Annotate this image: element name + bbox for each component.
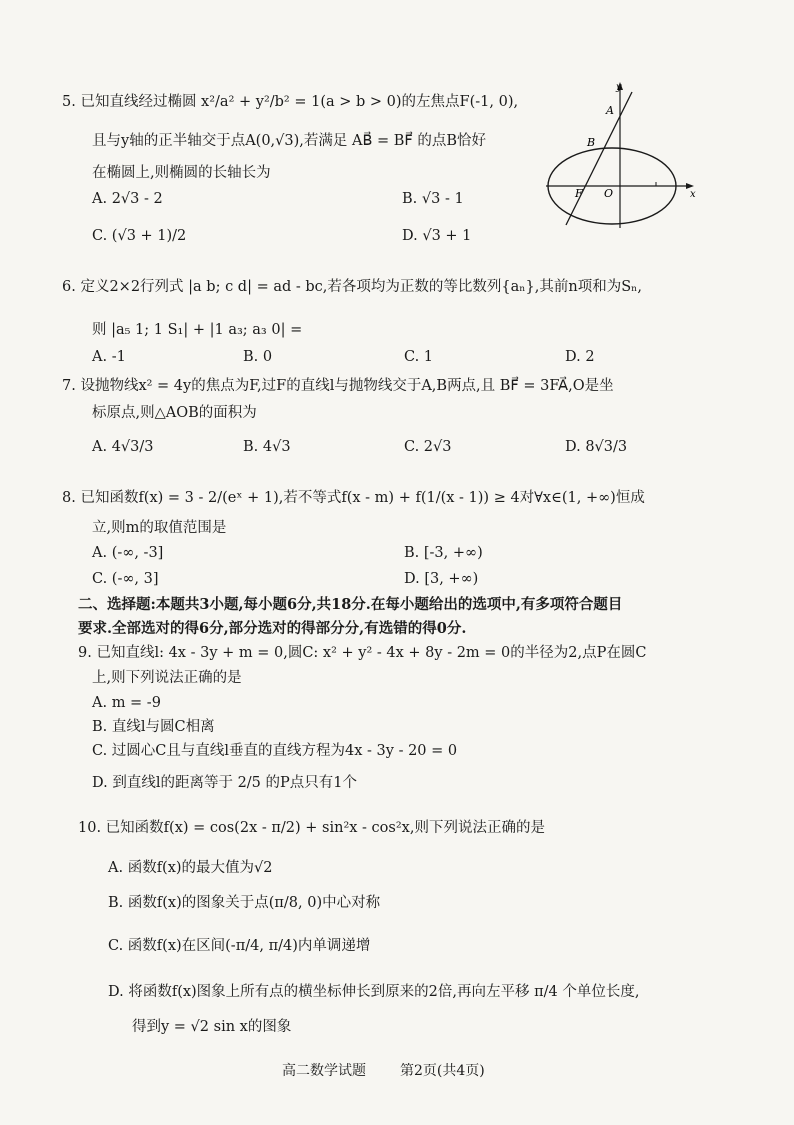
q10-option-b: B. 函数f(x)的图象关于点(π/8, 0)中心对称 — [108, 895, 381, 911]
label-b: B — [587, 136, 596, 149]
q8-stem-line2: 立,则m的取值范围是 — [92, 520, 227, 536]
q5-option-a: A. 2√3 - 2 — [92, 191, 163, 207]
q6-option-c: C. 1 — [404, 349, 434, 365]
label-y: y — [616, 82, 622, 93]
q6-option-b: B. 0 — [243, 349, 273, 365]
label-a: A — [606, 104, 614, 117]
q10-option-d-line1: D. 将函数f(x)图象上所有点的横坐标伸长到原来的2倍,再向左平移 π/4 个单位长度, — [108, 984, 640, 1000]
q6-option-a: A. -1 — [92, 349, 126, 365]
q8-stem-line1: 8. 已知函数f(x) = 3 - 2/(eˣ + 1),若不等式f(x - m) + f(1/(x - 1)) ≥ 4对∀x∈(1, +∞)恒成 — [62, 490, 645, 506]
q10-stem-line1: 10. 已知函数f(x) = cos(2x - π/2) + sin²x - cos²x,则下列说法正确的是 — [78, 820, 545, 836]
q9-stem-line2: 上,则下列说法正确的是 — [92, 670, 242, 686]
q7-option-d: D. 8√3/3 — [565, 439, 628, 455]
q5-option-d: D. √3 + 1 — [402, 228, 472, 244]
q7-option-b: B. 4√3 — [243, 439, 291, 455]
line-through-f-a — [566, 92, 632, 225]
q5-stem-line1: 5. 已知直线经过椭圆 x²/a² + y²/b² = 1(a > b > 0)的左焦点F(-1, 0), — [62, 94, 519, 110]
q5-option-b: B. √3 - 1 — [402, 191, 464, 207]
ellipse-figure — [540, 80, 700, 230]
q9-option-c: C. 过圆心C且与直线l垂直的直线方程为4x - 3y - 20 = 0 — [92, 743, 458, 759]
q8-option-b: B. [-3, +∞) — [404, 545, 483, 561]
footer-title: 高二数学试题 — [282, 1063, 366, 1079]
q6-option-d: D. 2 — [565, 349, 595, 365]
label-f: F — [575, 187, 583, 200]
q10-option-d-line2: 得到y = √2 sin x的图象 — [132, 1019, 292, 1035]
q10-option-c: C. 函数f(x)在区间(-π/4, π/4)内单调递增 — [108, 938, 371, 954]
q9-option-a: A. m = -9 — [92, 695, 161, 711]
q5-option-c: C. (√3 + 1)/2 — [92, 228, 187, 244]
q7-option-c: C. 2√3 — [404, 439, 452, 455]
q7-stem-line2: 标原点,则△AOB的面积为 — [92, 405, 257, 421]
q5-stem-line2: 且与y轴的正半轴交于点A(0,√3),若满足 AB⃗ = BF⃗ 的点B恰好 — [92, 133, 487, 149]
section-2-heading-line1: 二、选择题:本题共3小题,每小题6分,共18分.在每小题给出的选项中,有多项符合题目 — [78, 596, 623, 613]
q8-option-d: D. [3, +∞) — [404, 571, 479, 587]
q10-option-a: A. 函数f(x)的最大值为√2 — [108, 860, 273, 876]
q7-option-a: A. 4√3/3 — [92, 439, 154, 455]
q6-stem-line1: 6. 定义2×2行列式 |a b; c d| = ad - bc,若各项均为正数的等比数列{aₙ},其前n项和为Sₙ, — [62, 279, 643, 295]
q8-option-c: C. (-∞, 3] — [92, 571, 159, 587]
label-o: O — [604, 187, 614, 200]
q8-option-a: A. (-∞, -3] — [92, 545, 164, 561]
q9-option-d: D. 到直线l的距离等于 2/5 的P点只有1个 — [92, 775, 357, 791]
section-2-heading-line2: 要求.全部选对的得6分,部分选对的得部分分,有选错的得0分. — [78, 620, 467, 637]
label-x: x — [690, 189, 696, 200]
q7-stem-line1: 7. 设抛物线x² = 4y的焦点为F,过F的直线l与抛物线交于A,B两点,且 BF⃗ = 3FA⃗,O是坐 — [62, 378, 614, 394]
q6-stem-line2: 则 |a₅ 1; 1 S₁| + |1 a₃; a₃ 0| = — [92, 322, 303, 338]
q5-stem-line3: 在椭圆上,则椭圆的长轴长为 — [92, 165, 271, 181]
q9-stem-line1: 9. 已知直线l: 4x - 3y + m = 0,圆C: x² + y² - 4x + 8y - 2m = 0的半径为2,点P在圆C — [78, 645, 647, 661]
q9-option-b: B. 直线l与圆C相离 — [92, 719, 215, 735]
footer-page-number: 第2页(共4页) — [400, 1063, 485, 1079]
